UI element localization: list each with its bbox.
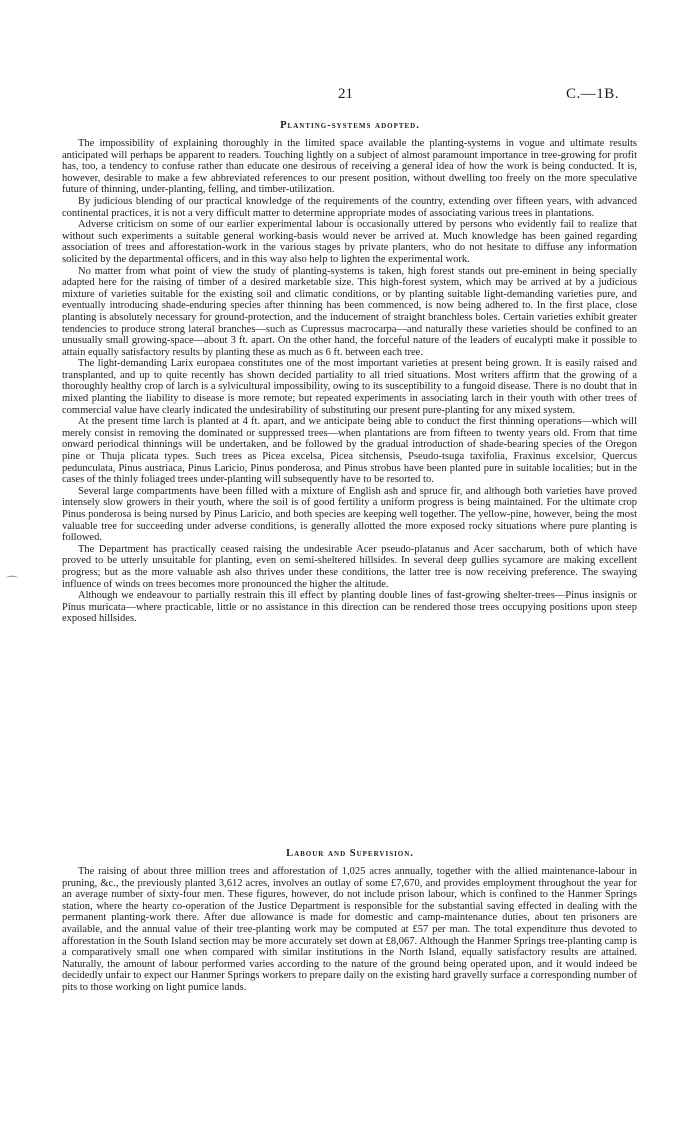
document-reference: C.—1B.: [566, 86, 620, 102]
margin-pencil-mark: ⌒: [6, 575, 19, 589]
paragraph: The impossibility of explaining thoroughly in the limited space available the planting-systems in vogue and ultimate results anticipated will perhaps be apparent to readers. Touching lightly on a subject of almost paramount importance in tree-growing for profit has, too, a tendency to confuse rather than educate one desirous of receiving a general idea of how the work is being conducted. It is, however, desirable to make a few abbreviated references to our present position, without dwelling too freely on the more speculative future of thinning, under-planting, felling, and timber-utilization.: [62, 138, 637, 196]
paragraph: Several large compartments have been filled with a mixture of English ash and spruce fir, and although both varieties have proved intensely slow growers in their youth, where the soil is of good fertility a uniform progress is being maintained. For the ultimate crop Pinus ponderosa is being nursed by Pinus Laricio, and both species are keeping well together. The yellow-pine, however, being the most valuable tree for succeeding under adverse conditions, is generally allotted the more exposed rocky situations where pure planting is followed.: [62, 485, 637, 544]
section-heading-labour-supervision: Labour and Supervision.: [286, 848, 414, 859]
paragraph: The raising of about three million trees and afforestation of 1,025 acres annually, together with the allied maintenance-labour in pruning, &c., the previously planted 3,612 acres, involves an outlay of some £7,670, and provides employment throughout the year for an average number of sixty-four men. These figures, however, do not include prison labour, which is confined to the Hanmer Springs station, where the hearty co-operation of the Justice Department is responsible for the substantial saving effected in dealing with the permanent planting-work there. After due allowance is made for domestic and camp-maintenance duties, about ten prisoners are available, and the annual value of their tree-planting work may be computed at £57 per man. The total expenditure thus devoted to afforestation in the South Island section may be more accurately set down at £8,067. Although the Hanmer Springs tree-planting camp is a comparatively small one when compared with similar institutions in the North Island, equally satisfactory results are attained. Naturally, the amount of labour performed varies according to the nature of the ground being operated upon, and it would indeed be decidedly unfair to expect our Hanmer Springs workers to prepare daily on the existing hard gravelly surface a corresponding number of pits to those working on light pumice lands.: [62, 866, 637, 993]
section-heading-planting-systems: Planting-systems adopted.: [280, 120, 420, 131]
paragraph: The light-demanding Larix europaea constitutes one of the most important varieties at present being grown. It is easily raised and transplanted, and up to quite recently has shown decided partiality to all tried situations. Most writers affirm that the growing of a thoroughly healthy crop of larch is a sylvicultural impossibility, owing to its susceptibility to a fungoid disease. There is no doubt that in mixed planting the liability to disease is more remote; but repeated experiments in associating larch in their youth with other trees of commercial value have clearly indicated the undesirability of substituting our present pure-planting for any mixed system.: [62, 358, 637, 416]
section-body-labour-supervision: [62, 866, 637, 994]
paragraph: Although we endeavour to partially restrain this ill effect by planting double lines of fast-growing shelter-trees—Pinus insignis or Pinus muricata—where practicable, little or no assistance in this direction can be rendered those trees occupying positions upon steep exposed hillsides.: [62, 590, 637, 625]
paragraph: Adverse criticism on some of our earlier experimental labour is occasionally uttered by persons who evidently fail to realize that without such experiments a suitable general working-basis would never be arrived at. Much knowledge has been gained regarding association of trees and afforestation-work in the various stages by private planters, who do not hesitate to diffuse any information solicited by the departmental officers, and in this way also help to lighten the experimental work.: [62, 219, 637, 265]
paragraph: By judicious blending of our practical knowledge of the requirements of the country, extending over fifteen years, with advanced continental practices, it is not a very difficult matter to determine appropriate modes of associating various trees in plantations.: [62, 195, 637, 219]
paragraph: At the present time larch is planted at 4 ft. apart, and we anticipate being able to conduct the first thinning operations—which will merely consist in removing the dominated or suppressed trees—when plantations are from fifteen to twenty years old. From that time onward periodical thinnings will be undertaken, and be followed by the gradual introduction of shade-bearing species of the Oregon pine or Thuja plicata types. Such trees as Picea excelsa, Picea sitchensis, Pseudo-tsuga taxifolia, Fraxinus excelsior, Quercus pedunculata, Pinus austriaca, Pinus Laricio, Pinus ponderosa, and Pinus strobus have been planted pure in suitable localities; but in the cases of the thinly foliaged trees under-planting will subsequently have to be resorted to.: [62, 416, 637, 486]
section-body-planting-systems: [62, 138, 637, 625]
paragraph: No matter from what point of view the study of planting-systems is taken, high forest stands out pre-eminent in being specially adapted here for the raising of timber of a desired marketable size. This high-forest system, which may be arrived at by a judicious mixture of varieties suitable for the existing soil and climatic conditions, or by planting suitable light-demanding varieties pure, and eventually introducing shade-enduring species after thinning has been commenced, is now being adhered to. In the first place, close planting is absolutely necessary for ground-protection, and the inducement of straight branchless boles. Certain varieties exhibit greater tendencies to produce strong lateral branches—such as Cupressus macrocarpa—and naturally these varieties should be confined to an unusually small growing-space—about 3 ft. apart. On the other hand, the forceful nature of the leaders of eucalypti make it possible to attain equally satisfactory results by planting these as much as 6 ft. between each tree.: [62, 265, 637, 358]
paragraph: The Department has practically ceased raising the undesirable Acer pseudo-platanus and Acer saccharum, both of which have proved to be utterly unsuitable for planting, even on semi-sheltered hillsides. In several deep gullies sycamore are making excellent progress; but as the more valuable ash also thrives under these conditions, the latter tree is now receiving preference. The swaying influence of winds on trees becomes more pronounced the higher the altitude.: [62, 543, 637, 590]
page-number: 21: [338, 86, 353, 102]
